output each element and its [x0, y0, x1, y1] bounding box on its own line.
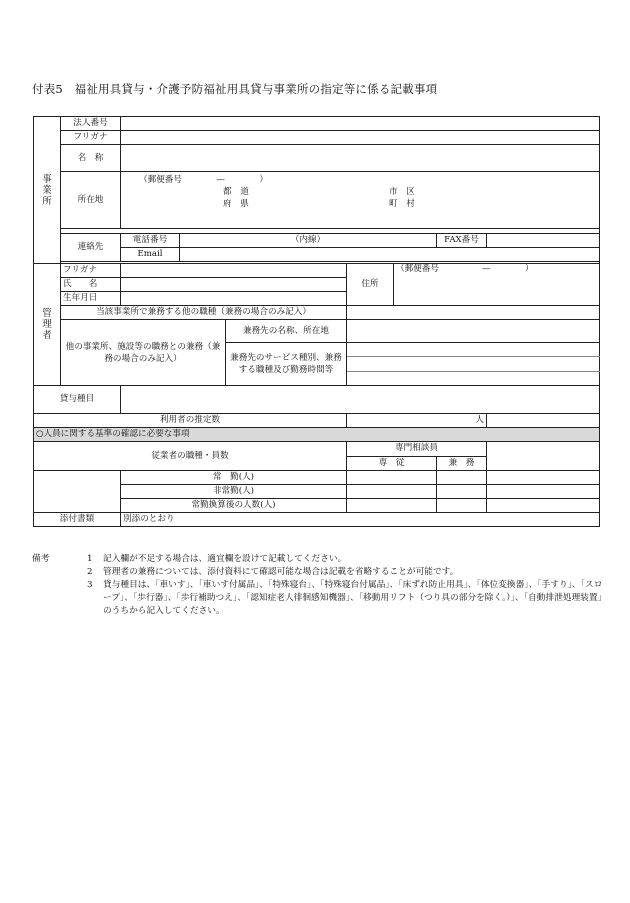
kennmu-name-field[interactable] [347, 320, 600, 343]
registration-form-table [33, 116, 600, 527]
kanrisha-furigana-label: フリガナ [61, 264, 121, 278]
staff-label: 従業者の職種・員数 [34, 442, 347, 471]
senju-label: 専 従 [347, 456, 437, 471]
choson-label: 町 村 [389, 199, 415, 209]
email-label: Email [121, 248, 180, 262]
shimei-label: 氏 名 [61, 278, 121, 292]
kennmu-this-label: 当該事業所で兼務する他の職種（兼務の場合のみ記入） [61, 306, 347, 320]
hijokin-label: 非常勤(人) [121, 485, 347, 499]
kennmu-name-label: 兼務先の名称、所在地 [226, 320, 347, 343]
renrakusaki-label: 連絡先 [61, 234, 121, 262]
denwa-label: 電話番号 [121, 234, 180, 248]
riyosha-suitei-field[interactable] [347, 414, 487, 428]
houjin-bango-label: 法人番号 [61, 117, 121, 131]
kansan-kennmu-field[interactable] [437, 499, 487, 513]
taiyo-shumoku-field[interactable] [121, 386, 600, 414]
notes-label: 備考 [32, 554, 50, 564]
shiku-label: 市 区 [389, 187, 415, 197]
jinin-header: ○人員に関する基準の確認に必要な事項 [34, 428, 600, 442]
naisen-label: （内線） [290, 235, 326, 245]
fuken-label: 府 県 [223, 199, 249, 209]
kennmu-service-field-2[interactable] [347, 357, 600, 371]
jusho-label: 住所 [347, 264, 394, 306]
jusho-field[interactable] [394, 264, 600, 306]
kennmu-label: 兼 務 [437, 456, 487, 471]
kennmu-other-label: 他の事業所、施設等の職務との兼務（兼務の場合のみ記入） [61, 320, 226, 386]
shimei-field[interactable] [121, 278, 347, 292]
furigana-label: フリガナ [61, 131, 121, 145]
houjin-bango-field[interactable] [121, 117, 600, 131]
fax-label: FAX番号 [437, 234, 487, 248]
kanrisha-furigana-field[interactable] [121, 264, 347, 278]
hijokin-senju-field[interactable] [347, 485, 437, 499]
furigana-field[interactable] [121, 131, 600, 145]
todo-label: 都 道 [223, 187, 249, 197]
taiyo-shumoku-label: 貸与種目 [34, 386, 121, 414]
kansan-label: 常勤換算後の人数(人) [121, 499, 347, 513]
form-title: 付表5 福祉用具貸与・介護予防福祉用具貸与事業所の指定等に係る記載事項 [32, 82, 438, 96]
meisho-label: 名 称 [61, 145, 121, 172]
jokin-senju-field[interactable] [347, 471, 437, 485]
kennmu-service-label: 兼務先のサービス種別、兼務する職種及び勤務時間等 [226, 343, 347, 386]
kanrisha-yubin-label: （郵便番号 — ） [396, 264, 534, 274]
shozaichi-field[interactable] [121, 172, 600, 229]
email-field[interactable] [180, 248, 600, 262]
tenpu-value: 別添のとおり [121, 513, 600, 527]
meisho-field[interactable] [121, 145, 600, 172]
section-jigyosho: 事業所 [34, 117, 61, 264]
seinengappi-field[interactable] [121, 292, 347, 306]
kennmu-service-field-1[interactable] [347, 343, 600, 357]
denwa-field[interactable] [180, 234, 437, 248]
hijokin-kennmu-field[interactable] [437, 485, 487, 499]
jokin-label: 常 勤(人) [121, 471, 347, 485]
kansan-senju-field[interactable] [347, 499, 437, 513]
kennmu-service-field-3[interactable] [347, 371, 600, 385]
section-kanrisha: 管理者 [34, 264, 61, 386]
fax-field[interactable] [487, 234, 600, 248]
tenpu-label: 添付書類 [34, 513, 121, 527]
seinengappi-label: 生年月日 [61, 292, 121, 306]
riyosha-suitei-label: 利用者の推定数 [34, 414, 347, 428]
yubin-label: （郵便番号 — ） [139, 175, 268, 185]
shozaichi-label: 所在地 [61, 172, 121, 229]
senmon-label: 専門相談員 [347, 442, 487, 457]
kennmu-this-field[interactable] [347, 306, 600, 320]
nin-label: 人 [475, 415, 484, 425]
jokin-kennmu-field[interactable] [437, 471, 487, 485]
